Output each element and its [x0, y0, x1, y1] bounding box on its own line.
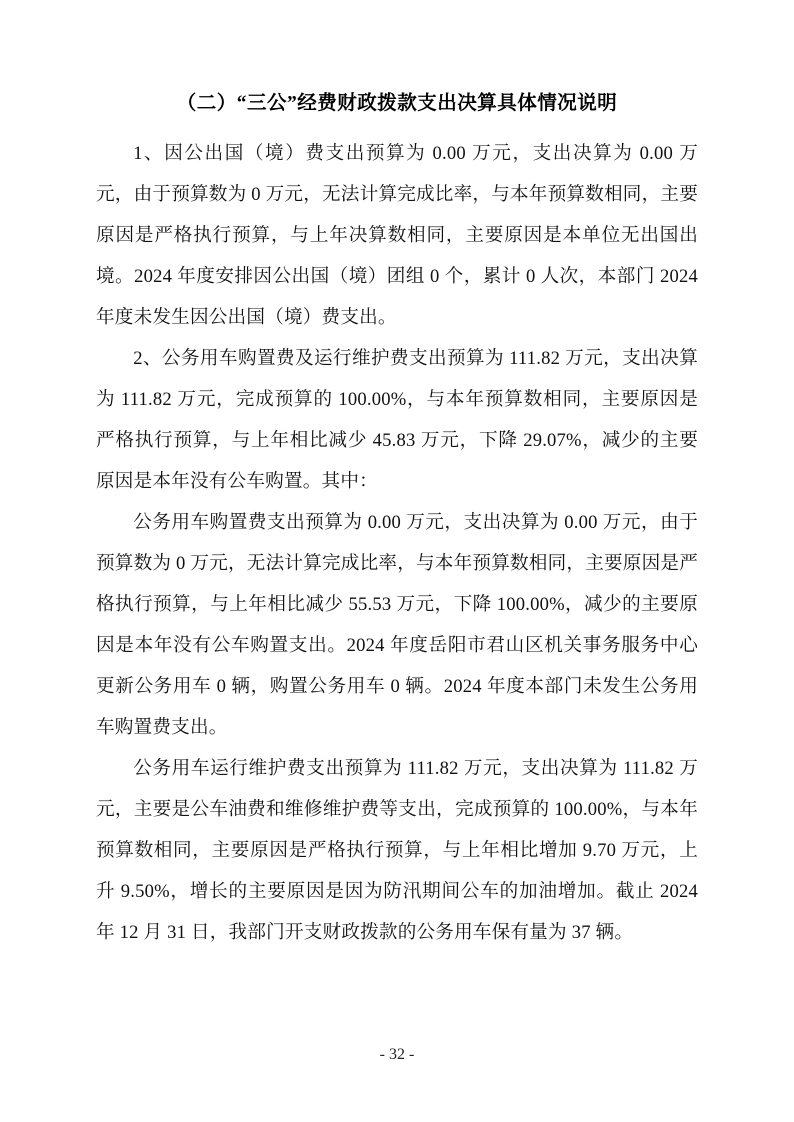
paragraph-4: 公务用车运行维护费支出预算为 111.82 万元，支出决算为 111.82 万元，主要是公车油费和维修维护费等支出，完成预算的 100.00%，与本年预算数相同，主要原因是严格执行预算，与上年相比增加 9.70 万元，上升 9.50%，增长的主要原因是因为防汛期间公车的加油增加。截止 2024 年 12 月 31 日，我部门开支财政拨款的公务用车保有量为 37 辆。 — [96, 758, 698, 944]
page-title: （二）“三公”经费财政拨款支出决算具体情况说明 — [176, 93, 618, 114]
paragraph-2: 2、公务用车购置费及运行维护费支出预算为 111.82 万元，支出决算为 111.82 万元，完成预算的 100.00%，与本年预算数相同，主要原因是严格执行预算，与上年相比减少 45.83 万元，下降 29.07%，减少的主要原因是本年没有公车购置。其中： — [96, 348, 698, 493]
paragraph-1: 1、因公出国（境）费支出预算为 0.00 万元，支出决算为 0.00 万元，由于预算数为 0 万元，无法计算完成比率，与本年预算数相同，主要原因是严格执行预算，与上年决算数相同，主要原因是本单位无出国出境。2024 年度安排因公出国（境）团组 0 个，累计 0 人次，本部门 2024 年度未发生因公出国（境）费支出。 — [96, 143, 698, 329]
page-number: - 32 - — [379, 1046, 415, 1063]
paragraph-3: 公务用车购置费支出预算为 0.00 万元，支出决算为 0.00 万元，由于预算数为 0 万元，无法计算完成比率，与本年预算数相同，主要原因是严格执行预算，与上年相比减少 55.53 万元，下降 100.00%，减少的主要原因是本年没有公车购置支出。2024 年度岳阳市君山区机关事务服务中心更新公务用车 0 辆，购置公务用车 0 辆。2024 年度本部门未发生公务用车购置费支出。 — [96, 512, 698, 739]
